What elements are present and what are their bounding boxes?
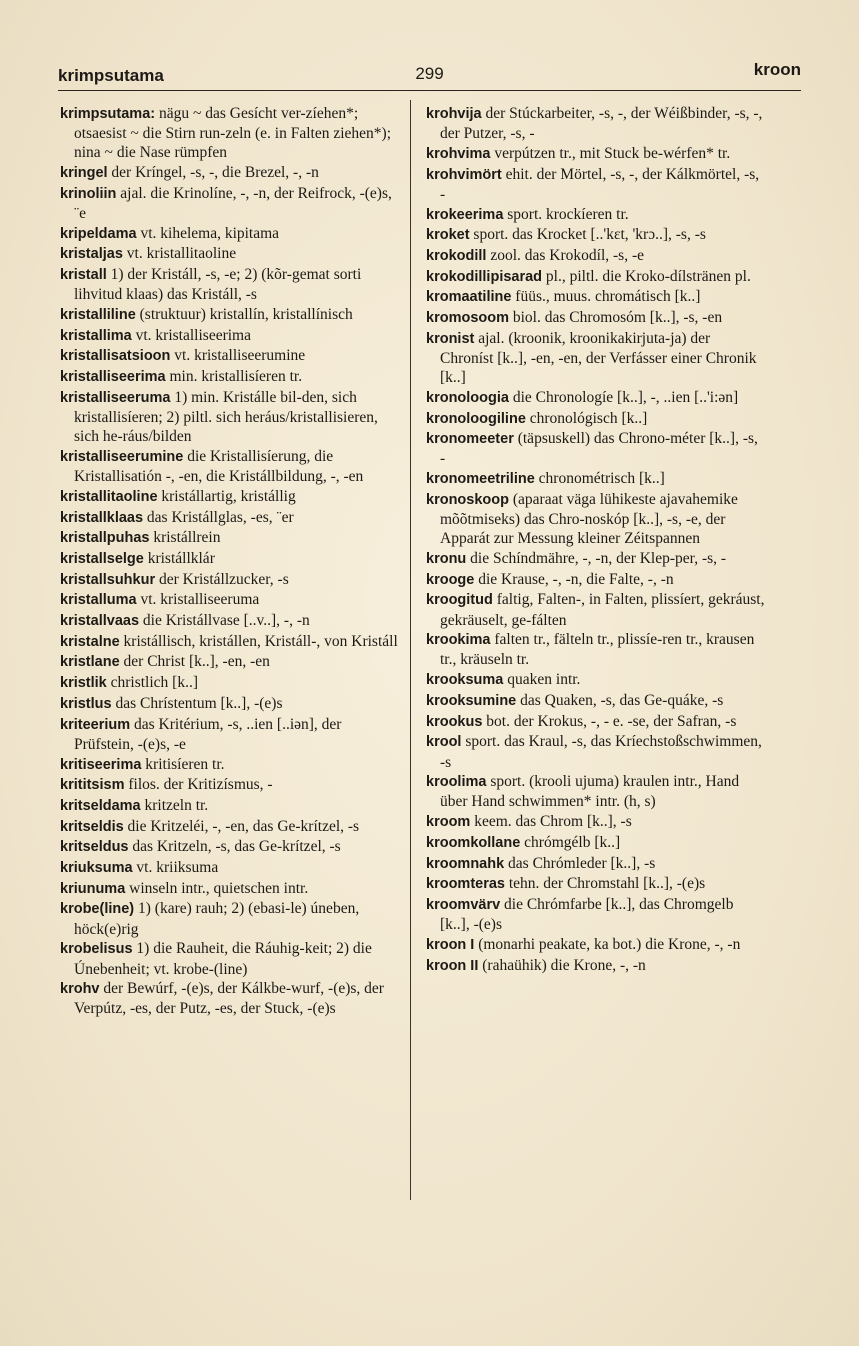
entry-headword: kristalliseeruma [60, 389, 171, 406]
entry-headword: krookus [426, 713, 483, 730]
entry-headword: kritseldis [60, 818, 124, 835]
dictionary-entry [426, 812, 766, 832]
dictionary-entry [60, 939, 400, 978]
page-header [58, 58, 801, 91]
entry-definition: das Chrómleder [k..], -s [504, 854, 656, 872]
entry-definition: ehit. der Mörtel, -s, -, der Kálkmörtel, -s, - [440, 165, 760, 203]
entry-definition: 1) der Kristáll, -s, -e; 2) (kõr-gemat sorti lihvitud klaas) das Kristáll, -s [74, 266, 362, 304]
column-divider [410, 100, 411, 1200]
dictionary-entry [60, 673, 400, 693]
dictionary-entry [426, 144, 766, 164]
dictionary-entry [426, 246, 766, 266]
entry-definition: tehn. der Chromstahl [k..], -(e)s [504, 875, 706, 893]
dictionary-entry [60, 694, 400, 714]
entry-definition: die Krause, -, -n, die Falte, -, -n [474, 570, 674, 588]
entry-definition: keem. das Chrom [k..], -s [470, 813, 632, 831]
entry-headword: krohvimört [426, 166, 502, 183]
dictionary-entry [426, 225, 766, 245]
entry-headword: kroolima [426, 774, 487, 791]
entry-definition: der Bewúrf, -(e)s, der Kálkbe-wurf, -(e)s, der Verpútz, -es, der Putz, -es, der Stuck, -(e)s [74, 980, 384, 1018]
dictionary-entry [60, 899, 400, 938]
entry-headword: kronomeeter [426, 431, 514, 448]
dictionary-entry [426, 267, 766, 287]
entry-definition: die Chrómfarbe [k..], das Chromgelb [k..], -(e)s [440, 895, 734, 934]
entry-headword: krokeerima [426, 206, 504, 223]
entry-headword: kriteerium [60, 716, 131, 733]
entry-definition: kristállisch, kristállen, Kristáll-, von Kristáll [119, 632, 398, 650]
dictionary-entry [426, 630, 766, 669]
dictionary-entry [60, 163, 400, 183]
entry-headword: kroom [426, 814, 471, 831]
entry-headword: kristallsuhkur [60, 571, 156, 588]
entry-headword: krohvija [426, 106, 482, 122]
entry-definition: das Kritérium, -s, ..ien [..iən], der Prüfstein, -(e)s, -e [74, 715, 342, 753]
entry-headword: kristlane [60, 654, 120, 671]
entry-definition: kritzeln tr. [140, 796, 209, 814]
entry-definition: ajal. die Krinolíne, -, -n, der Reifrock, -(e)s, ¨e [74, 184, 392, 223]
dictionary-entry [426, 956, 766, 976]
header-left-guideword: krimpsutama [58, 66, 164, 85]
dictionary-entry [426, 590, 766, 629]
dictionary-entry [426, 329, 766, 388]
entry-definition: kristállklár [143, 549, 215, 567]
entry-definition: kristállartig, kristállig [157, 487, 296, 505]
entry-headword: krimpsutama: [60, 106, 156, 122]
dictionary-entry [426, 670, 766, 690]
entry-headword: kristallselge [60, 550, 144, 567]
dictionary-entry [60, 632, 400, 652]
entry-definition: (rahaühik) die Krone, -, -n [478, 956, 646, 974]
entry-definition: vt. kristalliseeruma [136, 591, 260, 609]
dictionary-entry [426, 570, 766, 590]
entry-definition: das Kristállglas, -es, ¨er [143, 508, 294, 526]
entry-definition: vt. kriiksuma [132, 859, 219, 877]
entry-definition: quaken intr. [503, 671, 581, 689]
dictionary-entry [60, 715, 400, 754]
entry-definition: die Chronologíe [k..], -, ..ien [..'i:ən] [508, 388, 739, 406]
dictionary-entry [426, 165, 766, 204]
entry-headword: kripeldama [60, 225, 137, 242]
entry-definition: 1) min. Kristálle bil-den, sich kristallisíeren; 2) piltl. sich heráus/kristallisieren, sich he-ráus/bilden [74, 388, 378, 446]
entry-definition: die Kritzeléi, -, -en, das Ge-krítzel, -s [123, 817, 360, 835]
entry-headword: krobelisus [60, 941, 133, 958]
entry-definition: die Schíndmähre, -, -n, der Klep-per, -s, - [466, 549, 727, 567]
entry-definition: zool. das Krokodíl, -s, -e [486, 246, 644, 264]
dictionary-entry [60, 879, 400, 899]
entry-definition: der Christ [k..], -en, -en [119, 653, 270, 671]
page-number: 299 [415, 64, 444, 83]
entry-definition: sport. das Kraul, -s, das Kríechstoßschwimmen, -s [440, 733, 762, 771]
entry-headword: krooksumine [426, 692, 517, 709]
dictionary-entry [426, 691, 766, 711]
dictionary-entry [426, 490, 766, 549]
entry-definition: verpútzen tr., mit Stuck be-wérfen* tr. [490, 144, 731, 162]
dictionary-entry [60, 837, 400, 857]
entry-headword: kristallitaoline [60, 488, 158, 505]
entry-definition: winseln intr., quietschen intr. [125, 879, 309, 897]
entry-headword: kronu [426, 550, 467, 567]
entry-headword: kristalliseerumine [60, 448, 184, 465]
dictionary-entry [60, 244, 400, 264]
entry-definition: chronológisch [k..] [525, 409, 648, 427]
entry-headword: kristalluma [60, 592, 137, 609]
entry-definition: das Quaken, -s, das Ge-quáke, -s [516, 691, 724, 709]
dictionary-entry [60, 979, 400, 1018]
dictionary-entry [60, 590, 400, 610]
entry-definition: (struktuur) kristallín, kristallínisch [135, 306, 353, 324]
dictionary-entry [60, 570, 400, 590]
entry-definition: kritisíeren tr. [141, 755, 225, 773]
entry-headword: krititsism [60, 777, 125, 794]
entry-definition: chrómgélb [k..] [520, 833, 621, 851]
entry-headword: krohv [60, 981, 100, 998]
entry-definition: sport. das Krocket [..'kɛt, 'krɔ..], -s, -s [469, 226, 706, 244]
entry-headword: kristall [60, 267, 107, 284]
entry-definition: faltig, Falten-, in Falten, plissíert, gekráust, gekräuselt, ge-fálten [440, 591, 765, 629]
entry-definition: biol. das Chromosóm [k..], -s, -en [509, 309, 723, 327]
entry-definition: sport. krockíeren tr. [503, 205, 629, 223]
dictionary-entry [60, 346, 400, 366]
dictionary-entry [60, 817, 400, 837]
dictionary-entry [60, 796, 400, 816]
entry-definition: vt. kristallitaoline [122, 245, 237, 263]
dictionary-entry [60, 611, 400, 631]
dictionary-entry [426, 854, 766, 874]
entry-headword: kriuksuma [60, 860, 133, 877]
entry-headword: kroket [426, 227, 470, 244]
entry-definition: 1) die Rauheit, die Ráuhig-keit; 2) die Únebenheit; vt. krobe-(line) [74, 940, 372, 978]
entry-definition: min. kristallisíeren tr. [165, 368, 303, 386]
entry-headword: kristlus [60, 695, 112, 712]
entry-headword: kronoskoop [426, 491, 509, 508]
dictionary-entry [426, 549, 766, 569]
entry-headword: kristalliseerima [60, 369, 166, 386]
dictionary-entry [60, 549, 400, 569]
entry-headword: krokodill [426, 247, 487, 264]
entry-definition: füüs., muus. chromátisch [k..] [511, 288, 701, 306]
dictionary-entry [60, 305, 400, 325]
entry-definition: (täpsuskell) das Chrono-méter [k..], -s, - [440, 430, 758, 468]
entry-headword: kroon I [426, 936, 475, 953]
entry-headword: kronist [426, 330, 475, 347]
dictionary-entry [60, 755, 400, 775]
dictionary-entry [60, 388, 400, 447]
entry-definition: vt. kristalliseerima [131, 326, 251, 344]
dictionary-entry [426, 429, 766, 468]
entry-headword: kristalliline [60, 307, 136, 324]
dictionary-entry [426, 409, 766, 429]
entry-headword: kristaljas [60, 246, 123, 263]
entry-headword: kroomvärv [426, 896, 501, 913]
dictionary-entry [60, 487, 400, 507]
entry-headword: kroomkollane [426, 834, 521, 851]
entry-headword: kritseldama [60, 797, 141, 814]
entry-definition: filos. der Kritizísmus, - [124, 776, 273, 794]
header-right-guideword: kroon [753, 60, 801, 79]
right-column [426, 104, 766, 976]
entry-headword: kronomeetriline [426, 471, 535, 488]
dictionary-entry [60, 508, 400, 528]
entry-headword: krool [426, 734, 462, 751]
entry-headword: kristalne [60, 633, 120, 650]
entry-headword: kronoloogia [426, 389, 509, 406]
dictionary-entry [426, 772, 766, 811]
entry-headword: kristlik [60, 675, 107, 692]
dictionary-entry [60, 265, 400, 304]
dictionary-entry [426, 308, 766, 328]
entry-headword: kronoloogiline [426, 410, 526, 427]
dictionary-entry [60, 652, 400, 672]
dictionary-entry [60, 104, 400, 163]
entry-definition: pl., piltl. die Kroko-dílstränen pl. [542, 267, 751, 285]
dictionary-entry [426, 732, 766, 771]
entry-headword: krookima [426, 632, 491, 649]
entry-definition: bot. der Krokus, -, - e. -se, der Safran, -s [482, 712, 737, 730]
dictionary-entry [426, 935, 766, 955]
entry-headword: kringel [60, 165, 108, 182]
entry-headword: kromosoom [426, 310, 509, 327]
entry-definition: falten tr., fälteln tr., plissíe-ren tr., krausen tr., kräuseln tr. [440, 631, 755, 669]
entry-definition: chronométrisch [k..] [534, 470, 665, 488]
dictionary-entry [60, 858, 400, 878]
entry-headword: krooksuma [426, 672, 504, 689]
entry-definition: vt. kristalliseerumine [170, 347, 306, 365]
left-column [60, 104, 400, 1019]
entry-definition: sport. (krooli ujuma) kraulen intr., Hand über Hand schwimmen* intr. (h, s) [440, 773, 740, 811]
entry-headword: kristallvaas [60, 613, 140, 630]
entry-headword: kristallisatsioon [60, 348, 171, 365]
entry-headword: krohvima [426, 145, 491, 162]
dictionary-entry [60, 326, 400, 346]
dictionary-entry [426, 388, 766, 408]
entry-headword: krokodillipisarad [426, 268, 543, 285]
entry-headword: kriunuma [60, 880, 126, 897]
entry-definition: (aparaat väga lühikeste ajavahemike mõõtmiseks) das Chro-noskóp [k..], -s, -e, der Apparát zur Messung kleiner Zéitspannen [440, 490, 738, 548]
dictionary-entry [60, 184, 400, 223]
entry-headword: kristallklaas [60, 509, 144, 526]
entry-headword: kroon II [426, 957, 479, 974]
dictionary-entry [60, 367, 400, 387]
dictionary-entry [60, 528, 400, 548]
entry-headword: kroomnahk [426, 855, 505, 872]
entry-headword: kroomteras [426, 876, 505, 893]
entry-headword: krinoliin [60, 185, 117, 202]
dictionary-entry [426, 287, 766, 307]
entry-definition: der Kríngel, -s, -, die Brezel, -, -n [107, 164, 319, 182]
dictionary-entry [60, 224, 400, 244]
entry-definition: christlich [k..] [106, 674, 199, 692]
entry-headword: kritseldus [60, 839, 129, 856]
dictionary-entry [426, 469, 766, 489]
dictionary-entry [426, 104, 766, 143]
entry-headword: kritiseerima [60, 756, 142, 773]
entry-definition: die Kristállvase [..v..], -, -n [139, 612, 310, 630]
dictionary-entry [426, 833, 766, 853]
entry-definition: nägu ~ das Gesícht ver-zíehen*; otsaesist ~ die Stirn run-zeln (e. in Falten ziehen*); nina ~ die Nase rümpfen [74, 105, 392, 162]
entry-definition: kristállrein [149, 529, 221, 547]
entry-definition: ajal. (kroonik, kroonikakirjuta-ja) der Chroníst [k..], -en, -en, der Verfásser einer Chronik [k..] [440, 329, 757, 387]
entry-headword: kristallpuhas [60, 530, 150, 547]
entry-headword: krobe(line) [60, 901, 135, 918]
dictionary-entry [426, 895, 766, 934]
dictionary-entry [60, 775, 400, 795]
entry-headword: krooge [426, 571, 475, 588]
dictionary-entry [426, 874, 766, 894]
entry-definition: der Stúckarbeiter, -s, -, der Wéißbinder, -s, -, der Putzer, -s, - [440, 105, 763, 143]
entry-definition: das Kritzeln, -s, das Ge-krítzel, -s [128, 838, 341, 856]
entry-definition: das Chrístentum [k..], -(e)s [111, 694, 283, 712]
entry-definition: der Kristállzucker, -s [155, 570, 289, 588]
dictionary-entry [60, 447, 400, 486]
dictionary-entry [426, 205, 766, 225]
entry-definition: (monarhi peakate, ka bot.) die Krone, -, -n [474, 935, 741, 953]
entry-definition: die Kristallisíerung, die Kristallisatión -, -en, die Kristállbildung, -, -en [74, 447, 364, 486]
entry-headword: kromaatiline [426, 289, 512, 306]
entry-headword: kristallima [60, 327, 132, 344]
entry-definition: 1) (kare) rauh; 2) (ebasi-le) úneben, höck(e)rig [74, 900, 360, 938]
entry-definition: vt. kihelema, kipitama [136, 224, 280, 242]
dictionary-entry [426, 712, 766, 732]
entry-headword: kroogitud [426, 592, 493, 609]
